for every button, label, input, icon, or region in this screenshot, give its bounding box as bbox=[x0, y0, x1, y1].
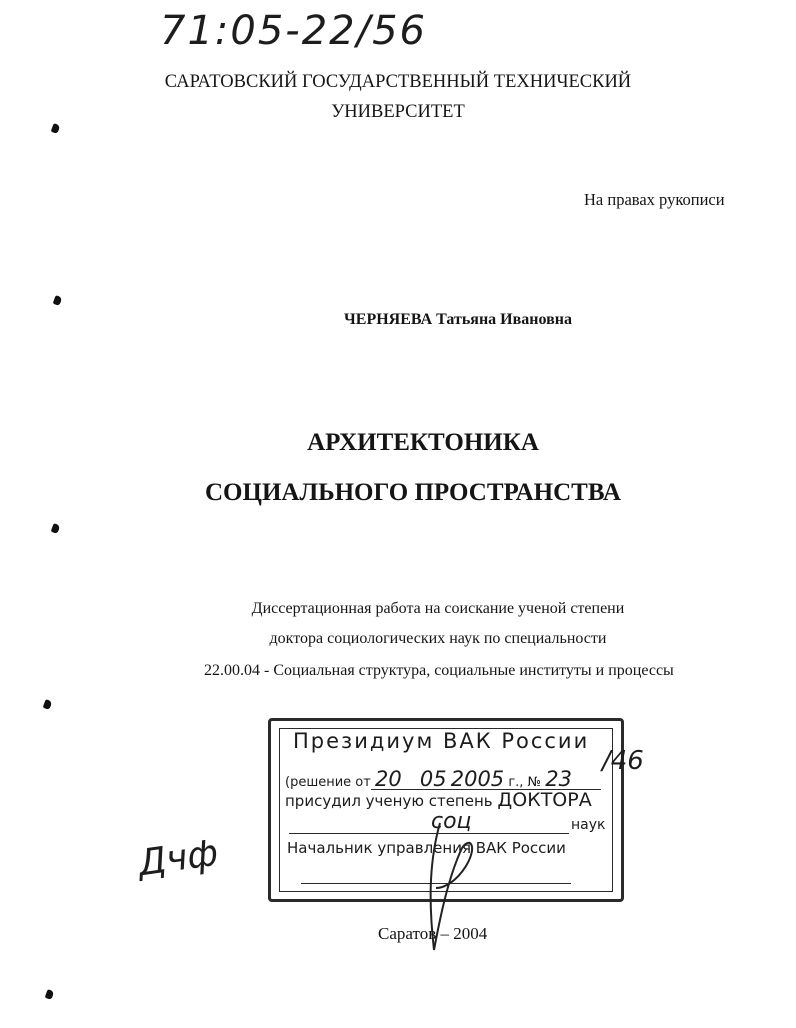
description-line-2: доктора социологических наук по специальности bbox=[269, 630, 607, 647]
description-line-3: 22.00.04 - Социальная структура, социальные институты и процессы bbox=[204, 662, 674, 679]
place-and-year bbox=[378, 924, 487, 944]
stamp-decision-day: 20 bbox=[374, 767, 402, 791]
margin-mark bbox=[53, 295, 63, 306]
dissertation-title bbox=[0, 426, 796, 510]
stamp-awarded-label: присудил ученую степень bbox=[285, 792, 493, 810]
university-name bbox=[0, 70, 796, 124]
margin-mark bbox=[43, 699, 53, 710]
stamp-decision-year-suffix: г., № bbox=[508, 775, 542, 790]
manuscript-note: На правах рукописи bbox=[584, 190, 725, 209]
stamp-decision-number-suffix: /46 bbox=[602, 746, 644, 776]
university-line-1: САРАТОВСКИЙ ГОСУДАРСТВЕННЫЙ ТЕХНИЧЕСКИЙ bbox=[164, 72, 632, 92]
stamp-decision-month: 05 bbox=[419, 767, 447, 791]
stamp-decision-line bbox=[285, 767, 572, 791]
margin-mark bbox=[45, 989, 55, 1000]
stamp-head-label: Начальник управления ВАК России bbox=[287, 839, 566, 857]
archive-code: 71:05-22/56 bbox=[160, 8, 427, 54]
description-line-1: Диссертационная работа на соискание ученой степени bbox=[251, 600, 625, 617]
author-given-names: Татьяна Ивановна bbox=[436, 311, 572, 328]
stamp-decision-label: (решение от bbox=[285, 775, 371, 790]
footer-city: Саратов bbox=[378, 924, 437, 943]
stamp-decision-number: 23 bbox=[545, 767, 572, 791]
dissertation-description bbox=[0, 599, 796, 679]
author-surname: ЧЕРНЯЕВА bbox=[344, 311, 433, 328]
stamp-field-handwritten: соц bbox=[431, 809, 472, 834]
title-line-2: СОЦИАЛЬНОГО ПРОСТРАНСТВА bbox=[205, 479, 621, 506]
margin-mark bbox=[51, 523, 61, 534]
footer-separator: – bbox=[440, 924, 449, 943]
stamp-degree: ДОКТОРА bbox=[497, 789, 592, 811]
university-line-2: УНИВЕРСИТЕТ bbox=[331, 102, 465, 122]
footer-year: 2004 bbox=[453, 924, 488, 943]
title-line-1: АРХИТЕКТОНИКА bbox=[307, 429, 539, 456]
margin-mark bbox=[51, 123, 61, 134]
margin-initials: Дчф bbox=[135, 832, 221, 885]
stamp-title: Президиум ВАК России bbox=[293, 729, 590, 753]
stamp-awarded-line bbox=[285, 789, 592, 811]
stamp-sciences-label: наук bbox=[571, 817, 606, 833]
stamp-decision-year: 2005 bbox=[450, 767, 505, 791]
author-name bbox=[60, 311, 796, 329]
